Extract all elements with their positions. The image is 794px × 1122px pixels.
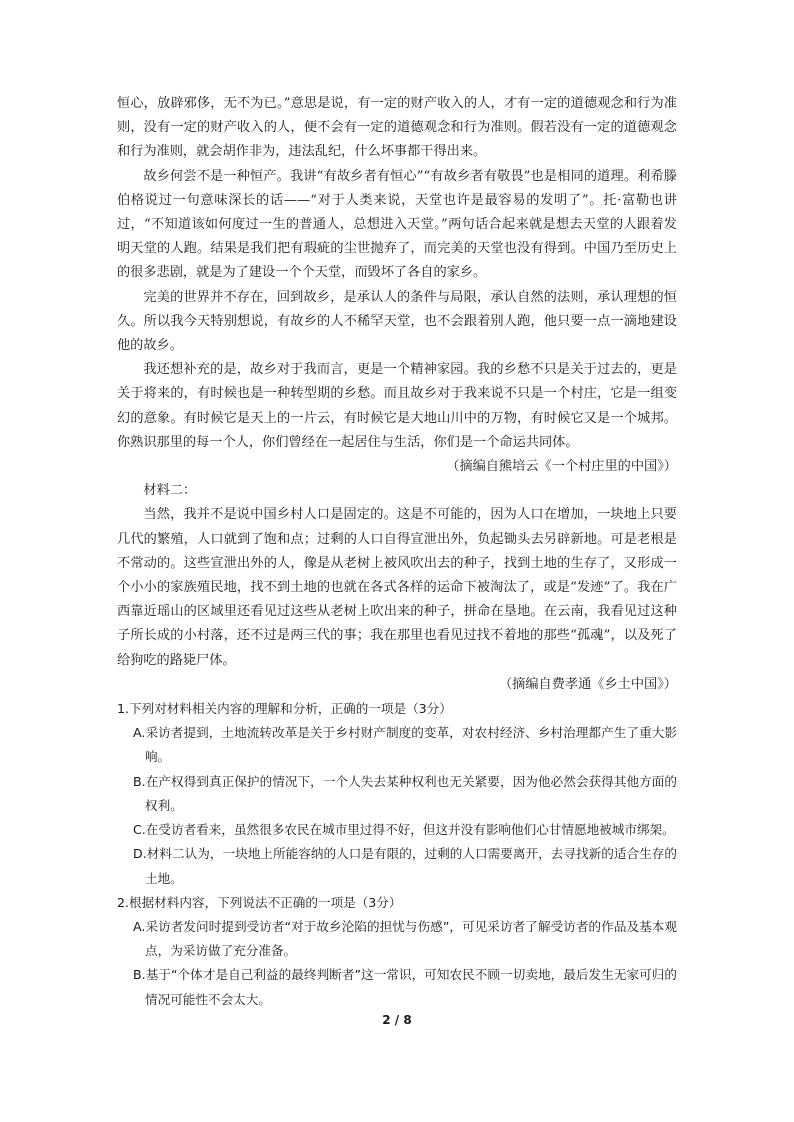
option-label: D. — [133, 846, 147, 862]
material-2-paragraph: 当然，我并不是说中国乡村人口是固定的。这是不可能的，因为人口在增加，一块地上只要几代的繁殖，人口就到了饱和点；过剩的人口自得宣泄出外，负起锄头去另辟新地。可是老根是不常动的。这些宣泄出外的人，像是从老树上被风吹出去的种子，找到土地的生存了，又形成一个小小的家族殖民地，找不到土地的也就在各式各样的运命下被淘汰了，或是“发迹”了。我在广西靠近瑶山的区域里还看见过这些从老树上吹出来的种子，拼命在垦地。在云南，我看见过这种子所长成的小村落，还不过是两三代的事；我在那里也看见过找不着地的那些“孤魂”，以及死了给狗吃的路毙尸体。 — [117, 507, 677, 668]
paragraph-4: 我还想补充的是，故乡对于我而言，更是一个精神家园。我的乡愁不只是关于过去的，更是关于将来的，有时候也是一种转型期的乡愁。而且故乡对于我来说不只是一个村庄，它是一组变幻的意象。有时候它是天上的一片云，有时候它是大地山川中的万物，有时候它又是一个城邦。你熟识那里的每一个人，你们曾经在一起居住与生活，你们是一个命运共同体。 — [117, 362, 677, 450]
question-2 — [117, 891, 677, 1012]
question-1-option-a — [133, 721, 677, 769]
question-2-stem: 2.根据材料内容，下列说法不正确的一项是（3分） — [117, 894, 402, 910]
material-2-heading: 材料二： — [143, 483, 197, 499]
option-label: A. — [133, 725, 146, 741]
source-citation-2: （摘编自费孝通《乡土中国》） — [498, 676, 677, 692]
option-label: B. — [133, 967, 146, 983]
option-label: B. — [133, 773, 146, 789]
option-text: 采访者发问时提到受访者“对于故乡沦陷的担忧与伤感”，可见采访者了解受访者的作品及基本观点，为采访做了充分准备。 — [145, 918, 677, 959]
document-page — [117, 92, 677, 1012]
option-text: 基于“个体才是自己利益的最终判断者”这一常识，可知农民不顾一切卖地，最后发生无家可归的情况可能性不会太大。 — [145, 967, 677, 1007]
question-2-option-b — [133, 963, 677, 1011]
question-1-option-c — [133, 818, 677, 842]
paragraph-2: 故乡何尝不是一种恒产。我讲“有故乡者有恒心”“有故乡者有敬畏”也是相同的道理。利希滕伯格说过一句意味深长的话——“对于人类来说，天堂也许是最容易的发明了”。托·富勒也讲过，“不知道该如何度过一生的普通人，总想进入天堂。”两句话合起来就是想去天堂的人跟着发明天堂的人跑。结果是我们把有瑕疵的尘世抛弃了，而完美的天堂也没有得到。中国乃至历史上的很多悲剧，就是为了建设一个个天堂，而毁坏了各自的家乡。 — [117, 168, 677, 281]
option-text: 在受访者看来，虽然很多农民在城市里过得不好，但这并没有影响他们心甘情愿地被城市绑架。 — [145, 822, 675, 838]
question-1-stem: 1.下列对材料相关内容的理解和分析，正确的一项是（3分） — [117, 701, 452, 717]
source-citation-1: （摘编自熊培云《一个村庄里的中国》） — [446, 459, 677, 475]
option-text: 材料二认为，一块地上所能容纳的人口是有限的，过剩的人口需要离开，去寻找新的适合生存的土地。 — [145, 846, 677, 886]
paragraph-3: 完美的世界并不存在，回到故乡，是承认人的条件与局限，承认自然的法则，承认理想的恒久。所以我今天特别想说，有故乡的人不稀罕天堂，也不会跟着别人跑，他只要一点一滴地建设他的故乡。 — [117, 289, 677, 354]
question-1 — [117, 697, 677, 891]
paragraph-1: 恒心，放辟邪侈，无不为已。”意思是说，有一定的财产收入的人，才有一定的道德观念和行为准则，没有一定的财产收入的人，便不会有一定的道德观念和行为准则。假若没有一定的道德观念和行为准则，就会胡作非为，违法乱纪，什么坏事都干得出来。 — [117, 96, 677, 160]
option-text: 在产权得到真正保护的情况下，一个人失去某种权利也无关紧要，因为他必然会获得其他方面的权利。 — [145, 773, 677, 813]
page-number: 2 / 8 — [382, 1013, 412, 1027]
question-1-option-d — [133, 842, 677, 890]
option-label: A. — [133, 918, 146, 934]
question-1-option-b — [133, 770, 677, 818]
option-label: C. — [133, 822, 146, 838]
question-2-option-a — [133, 915, 677, 963]
option-text: 采访者提到，土地流转改革是关于乡村财产制度的变革，对农村经济、乡村治理都产生了重大影响。 — [145, 725, 677, 765]
